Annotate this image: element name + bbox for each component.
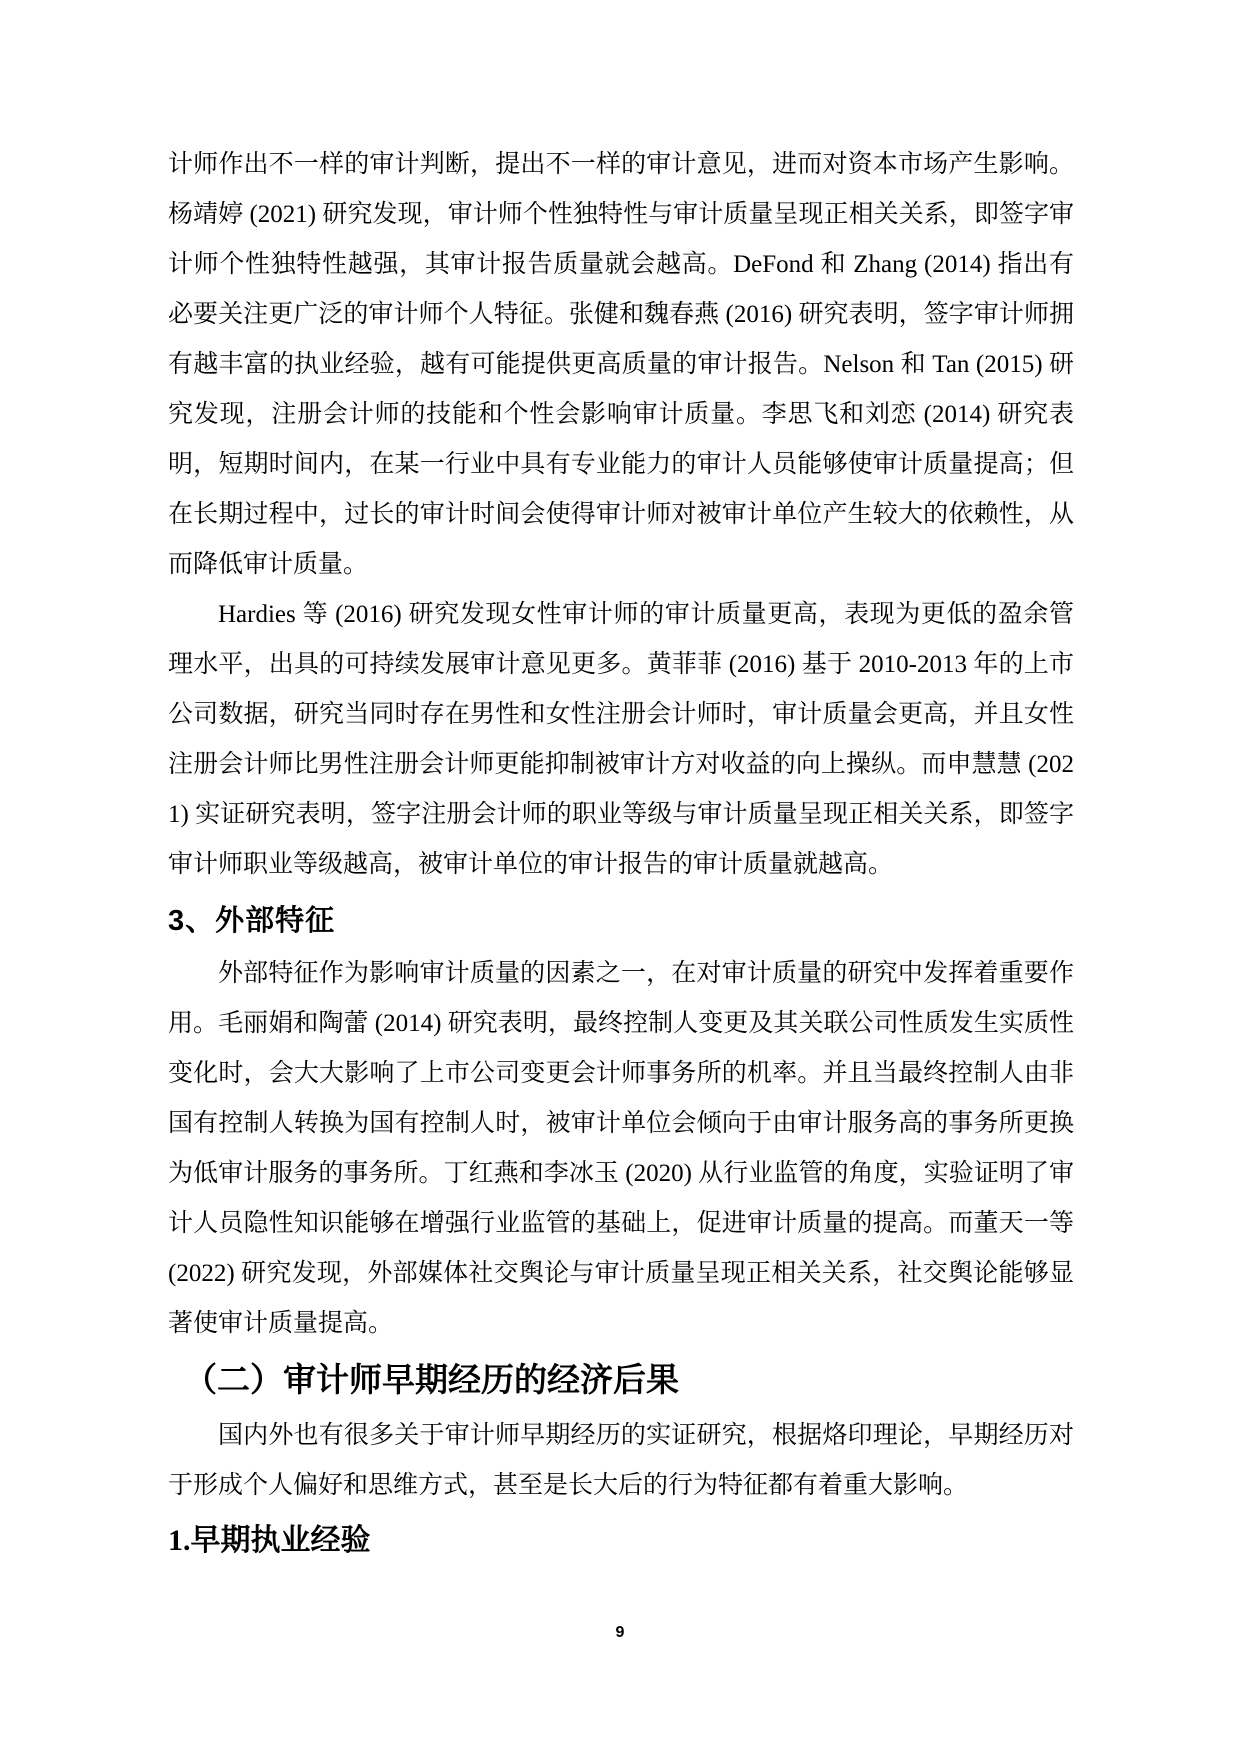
page-content [168, 140, 1074, 1569]
paragraph-continuation: 计师作出不一样的审计判断，提出不一样的审计意见，进而对资本市场产生影响。杨靖婷 (2021) 研究发现，审计师个性独特性与审计质量呈现正相关关系，即签字审计师个性独特性越强，其审计报告质量就会越高。DeFond 和 Zhang (2014) 指出有必要关注更广泛的审计师个人特征。张健和魏春燕 (2016) 研究表明，签字审计师拥有越丰富的执业经验，越有可能提供更高质量的审计报告。Nelson 和 Tan (2015) 研究发现，注册会计师的技能和个性会影响审计质量。李思飞和刘恋 (2014) 研究表明，短期时间内，在某一行业中具有专业能力的审计人员能够使审计质量提高；但在长期过程中，过长的审计时间会使得审计师对被审计单位产生较大的依赖性，从而降低审计质量。 [168, 151, 1074, 578]
paragraph: 外部特征作为影响审计质量的因素之一，在对审计质量的研究中发挥着重要作用。毛丽娟和陶蕾 (2014) 研究表明，最终控制人变更及其关联公司性质发生实质性变化时，会大大影响了上市公司变更会计师事务所的机率。并且当最终控制人由非国有控制人转换为国有控制人时，被审计单位会倾向于由审计服务高的事务所更换为低审计服务的事务所。丁红燕和李冰玉 (2020) 从行业监管的角度，实验证明了审计人员隐性知识能够在增强行业监管的基础上，促进审计质量的提高。而董天一等 (2022) 研究发现，外部媒体社交舆论与审计质量呈现正相关关系，社交舆论能够显著使审计质量提高。 [168, 960, 1074, 1337]
paragraph: Hardies 等 (2016) 研究发现女性审计师的审计质量更高，表现为更低的盈余管理水平，出具的可持续发展审计意见更多。黄菲菲 (2016) 基于 2010-2013 年的上市公司数据，研究当同时存在男性和女性注册会计师时，审计质量会更高，并且女性注册会计师比男性注册会计师更能抑制被审计方对收益的向上操纵。而申慧慧 (2021) 实证研究表明，签字注册会计师的职业等级与审计质量呈现正相关关系，即签字审计师职业等级越高，被审计单位的审计报告的审计质量就越高。 [168, 601, 1074, 878]
heading-external-characteristics: 3、外部特征 [168, 905, 336, 937]
page-footer [0, 1624, 1240, 1642]
page-number: 9 [615, 1624, 625, 1641]
paragraph: 国内外也有很多关于审计师早期经历的实证研究，根据烙印理论，早期经历对于形成个人偏好和思维方式，甚至是长大后的行为特征都有着重大影响。 [168, 1422, 1074, 1499]
heading-section-economic-consequences: （二）审计师早期经历的经济后果 [184, 1361, 679, 1398]
heading-early-practice-experience: 1.早期执业经验 [168, 1524, 371, 1557]
